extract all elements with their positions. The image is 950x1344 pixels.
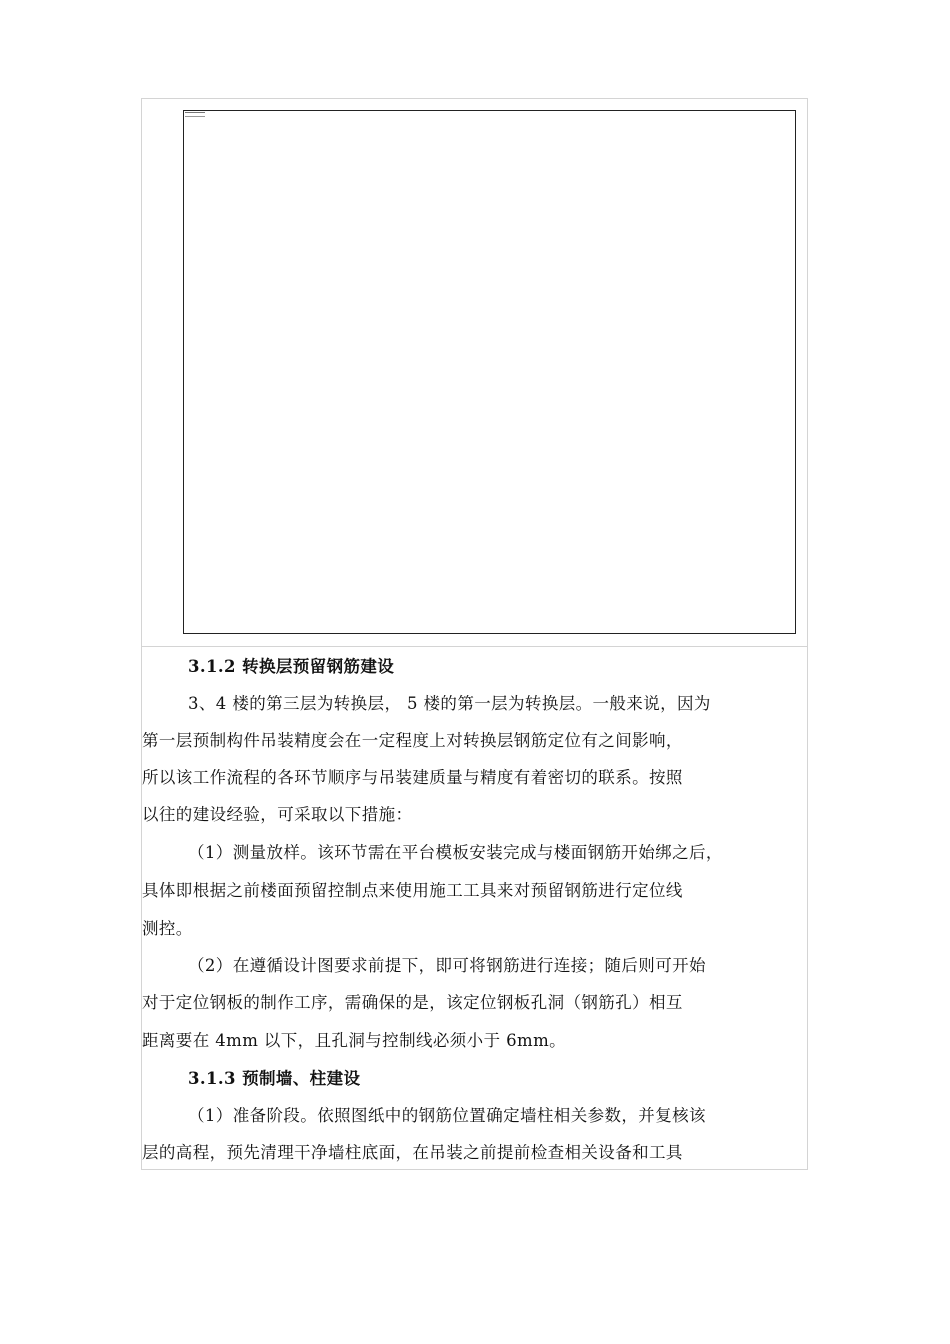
paragraph-line: 具体即根据之前楼面预留控制点来使用施工工具来对预留钢筋进行定位线 — [142, 881, 683, 900]
paragraph-line: 对于定位钢板的制作工序，需确保的是，该定位钢板孔洞（钢筋孔）相互 — [142, 993, 683, 1012]
paragraph-line: 所以该工作流程的各环节顺序与吊装建质量与精度有着密切的联系。按照 — [142, 768, 683, 787]
figure-placeholder — [183, 110, 796, 634]
section-heading-3-1-3: 3.1.3 预制墙、柱建设 — [188, 1069, 361, 1088]
paragraph-line: 测控。 — [142, 919, 193, 938]
figure-area — [142, 99, 807, 647]
page-frame — [141, 98, 808, 1170]
paragraph-line: 3、4 楼的第三层为转换层， 5 楼的第一层为转换层。一般来说，因为 — [188, 694, 711, 713]
paragraph-line: 距离要在 4mm 以下，且孔洞与控制线必须小于 6mm。 — [142, 1031, 567, 1050]
paragraph-line: （2）在遵循设计图要求前提下，即可将钢筋进行连接；随后则可开始 — [188, 956, 706, 975]
paragraph-line: （1）准备阶段。依照图纸中的钢筋位置确定墙柱相关参数，并复核该 — [188, 1106, 706, 1125]
paragraph-line: 以往的建设经验，可采取以下措施： — [142, 805, 413, 824]
paragraph-line: 层的高程，预先清理干净墙柱底面，在吊装之前提前检查相关设备和工具 — [142, 1143, 683, 1162]
figure-corner-mark — [185, 112, 205, 117]
paragraph-line: （1）测量放样。该环节需在平台模板安装完成与楼面钢筋开始绑之后， — [188, 843, 723, 862]
section-heading-3-1-2: 3.1.2 转换层预留钢筋建设 — [188, 657, 395, 676]
paragraph-line: 第一层预制构件吊装精度会在一定程度上对转换层钢筋定位有之间影响， — [142, 731, 683, 750]
